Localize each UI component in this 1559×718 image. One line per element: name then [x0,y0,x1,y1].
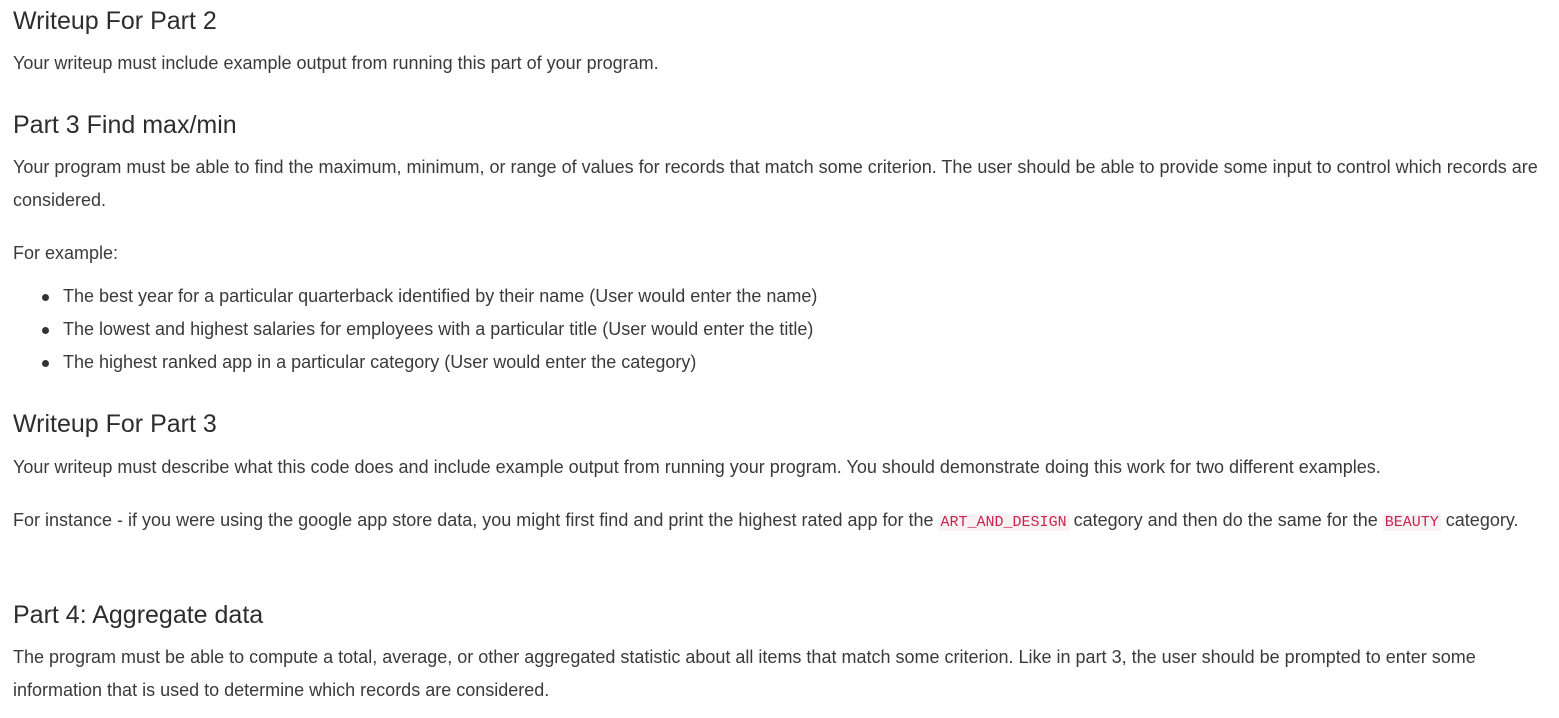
bullet-icon [42,327,49,334]
writeup-part-2-paragraph: Your writeup must include example output from running this part of your program. [13,53,659,73]
instance-text: For instance - if you were using the google app store data, you might first find and print the highest rated app for the [13,510,939,530]
part-3-paragraph: Your program must be able to find the maximum, minimum, or range of values for records that match some criterion. The user should be able to provide some input to control which records are considered. [13,157,1538,210]
bullet-icon [42,294,49,301]
bullet-icon [42,360,49,367]
list-item-text: The lowest and highest salaries for employees with a particular title (User would enter the title) [63,319,814,339]
part-3-example-list [13,280,1513,379]
part-3-example-intro: For example: [13,243,119,263]
list-item-text: The best year for a particular quarterback identified by their name (User would enter the name) [63,286,818,306]
inline-code-beauty: BEAUTY [1384,514,1439,531]
list-item [13,280,1513,313]
instance-text: category. [1440,510,1519,530]
list-item-text: The highest ranked app in a particular category (User would enter the category) [63,352,697,372]
part-4-heading: Part 4: Aggregate data [13,601,264,629]
writeup-part-2-heading: Writeup For Part 2 [13,7,217,35]
list-item [13,313,1513,346]
writeup-part-3-heading: Writeup For Part 3 [13,410,217,438]
inline-code-art-and-design: ART_AND_DESIGN [940,514,1067,531]
instance-text: category and then do the same for the [1068,510,1383,530]
writeup-part-3-instance-paragraph [13,504,1548,539]
part-3-heading: Part 3 Find max/min [13,111,237,139]
writeup-part-3-paragraph: Your writeup must describe what this code does and include example output from running your program. You should demonstrate doing this work for two different examples. [13,457,1381,477]
part-4-paragraph: The program must be able to compute a total, average, or other aggregated statistic about all items that match some criterion. Like in part 3, the user should be prompted to enter some information that is used to determine which records are considered. [13,647,1476,700]
list-item [13,346,1513,379]
